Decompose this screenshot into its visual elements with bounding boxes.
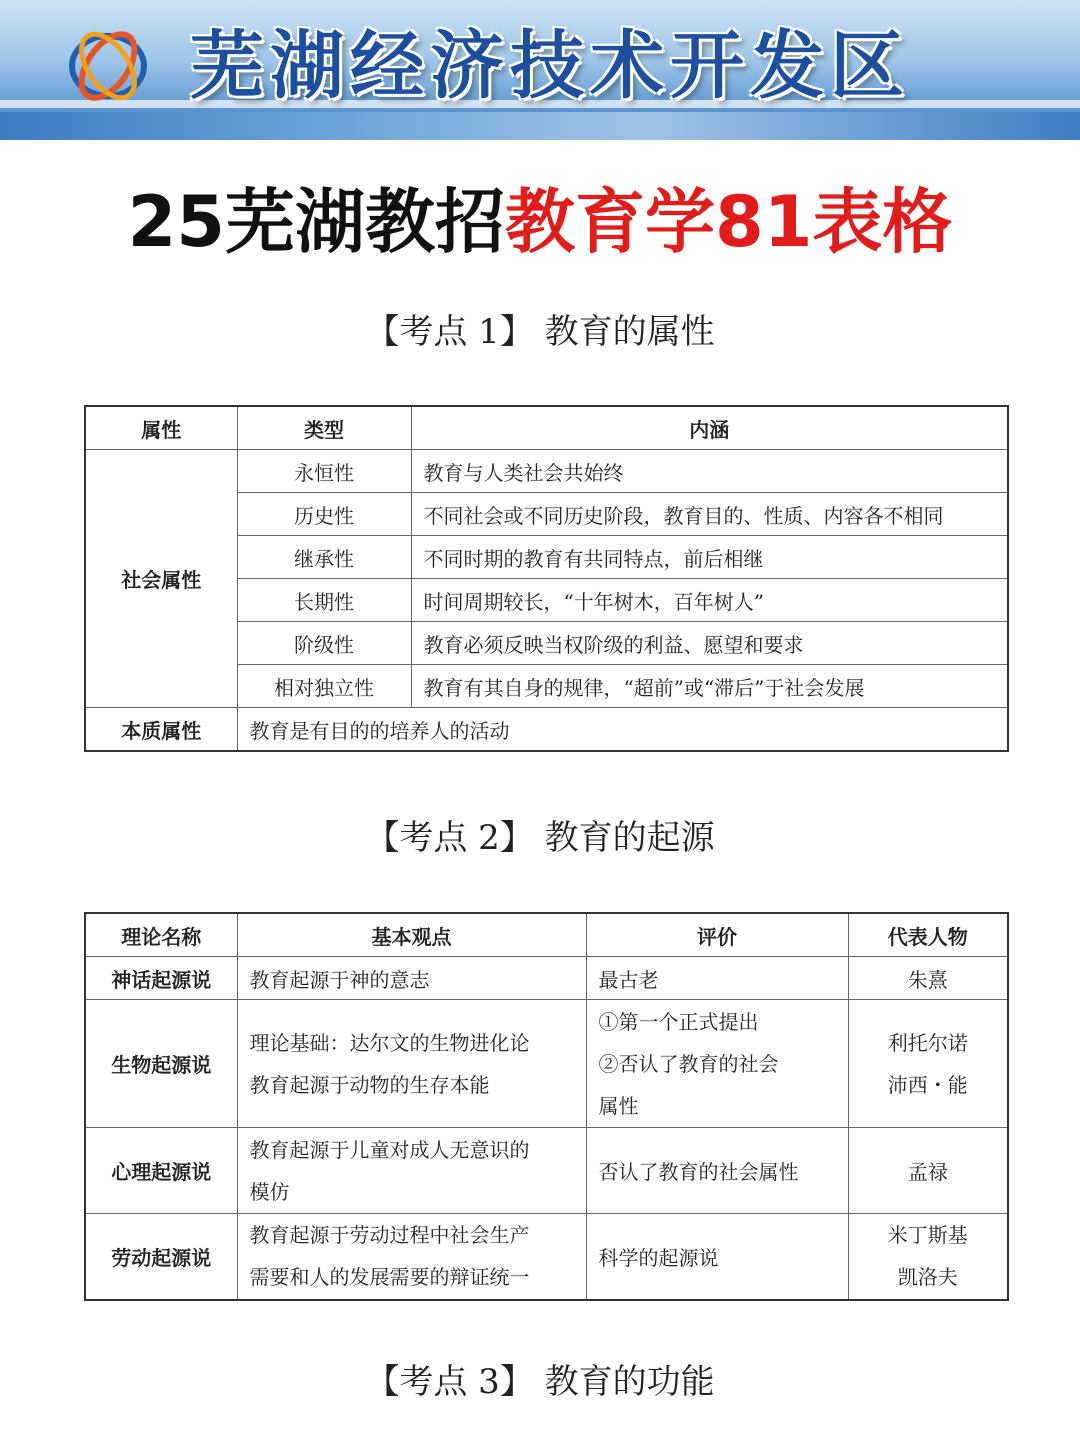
social-attribute-label: 社会属性 <box>85 450 237 708</box>
person-name: 孟禄 <box>907 1160 948 1184</box>
theory-name: 神话起源说 <box>85 957 237 1000</box>
viewpoint-line: 模仿 <box>249 1179 290 1204</box>
attribute-meaning: 教育必须反映当权阶级的利益、愿望和要求 <box>411 622 1008 665</box>
table-row <box>85 1128 1008 1214</box>
evaluation-line: 科学的起源说 <box>598 1245 719 1270</box>
theory-people <box>848 1214 1008 1300</box>
top-banner <box>0 0 1080 140</box>
person-name: 利托尔诺 <box>887 1030 968 1055</box>
theory-viewpoint <box>237 1214 586 1300</box>
banner-band-decoration <box>0 112 1080 140</box>
theory-people <box>848 957 1008 1000</box>
viewpoint-line: 教育起源于动物的生存本能 <box>249 1072 490 1097</box>
attribute-type: 阶级性 <box>237 622 411 665</box>
theory-people <box>848 1128 1008 1214</box>
viewpoint-line: 理论基础：达尔文的生物进化论 <box>249 1030 530 1055</box>
origins-table <box>84 912 1009 1301</box>
theory-viewpoint <box>237 1128 586 1214</box>
attribute-type: 永恒性 <box>237 450 411 493</box>
theory-evaluation <box>586 1000 848 1128</box>
attribute-type: 长期性 <box>237 579 411 622</box>
header-cell: 基本观点 <box>237 913 586 957</box>
attribute-type: 历史性 <box>237 493 411 536</box>
essence-meaning: 教育是有目的的培养人的活动 <box>237 708 1008 752</box>
theory-people <box>848 1000 1008 1128</box>
attributes-table <box>84 405 1009 752</box>
table-header-row <box>85 406 1008 450</box>
headline-red-part: 教育学81表格 <box>505 181 953 263</box>
viewpoint-line: 需要和人的发展需要的辩证统一 <box>249 1265 530 1290</box>
header-cell: 理论名称 <box>85 913 237 957</box>
attribute-meaning: 不同社会或不同历史阶段，教育目的、性质、内容各不相同 <box>411 493 1008 536</box>
viewpoint-line: 教育起源于神的意志 <box>249 967 430 992</box>
evaluation-line: 属性 <box>598 1093 639 1118</box>
person-name: 米丁斯基 <box>887 1223 968 1248</box>
table-row <box>85 450 1008 493</box>
viewpoint-line: 教育起源于劳动过程中社会生产 <box>249 1223 530 1248</box>
theory-name: 劳动起源说 <box>85 1214 237 1300</box>
table-header-row <box>85 913 1008 957</box>
theory-evaluation <box>586 957 848 1000</box>
evaluation-line: 否认了教育的社会属性 <box>598 1160 799 1184</box>
theory-name: 生物起源说 <box>85 1000 237 1128</box>
attribute-type: 相对独立性 <box>237 665 411 708</box>
essence-attribute-label: 本质属性 <box>85 708 237 752</box>
attribute-meaning: 不同时期的教育有共同特点，前后相继 <box>411 536 1008 579</box>
theory-viewpoint <box>237 1000 586 1128</box>
table-row <box>85 1214 1008 1300</box>
attribute-meaning: 教育有其自身的规律，“超前”或“滞后”于社会发展 <box>411 665 1008 708</box>
viewpoint-line: 教育起源于儿童对成人无意识的 <box>249 1137 530 1162</box>
header-cell: 内涵 <box>411 406 1008 450</box>
table-row <box>85 957 1008 1000</box>
person-name: 凯洛夫 <box>897 1265 958 1290</box>
evaluation-line: 最古老 <box>598 967 659 992</box>
evaluation-line: ②否认了教育的社会 <box>598 1051 779 1076</box>
attribute-type: 继承性 <box>237 536 411 579</box>
person-name: 朱熹 <box>907 967 948 992</box>
page-headline <box>0 178 1080 266</box>
header-cell: 评价 <box>586 913 848 957</box>
theory-name: 心理起源说 <box>85 1128 237 1214</box>
section-3-heading: 【考点 3】 教育的功能 <box>365 1362 715 1402</box>
evaluation-line: ①第一个正式提出 <box>598 1009 759 1034</box>
header-cell: 属性 <box>85 406 237 450</box>
attribute-meaning: 时间周期较长，“十年树木，百年树人” <box>411 579 1008 622</box>
attribute-meaning: 教育与人类社会共始终 <box>411 450 1008 493</box>
zone-logo-icon <box>62 22 154 106</box>
headline-black-part: 25芜湖教招 <box>127 181 505 263</box>
theory-viewpoint <box>237 957 586 1000</box>
table-row <box>85 708 1008 752</box>
header-cell: 代表人物 <box>848 913 1008 957</box>
person-name: 沛西・能 <box>887 1072 968 1097</box>
section-2-heading: 【考点 2】 教育的起源 <box>365 818 715 858</box>
table-row <box>85 1000 1008 1128</box>
section-1-heading: 【考点 1】 教育的属性 <box>365 312 715 352</box>
theory-evaluation <box>586 1214 848 1300</box>
header-cell: 类型 <box>237 406 411 450</box>
theory-evaluation <box>586 1128 848 1214</box>
banner-title: 芜湖经济技术开发区 <box>190 23 910 109</box>
